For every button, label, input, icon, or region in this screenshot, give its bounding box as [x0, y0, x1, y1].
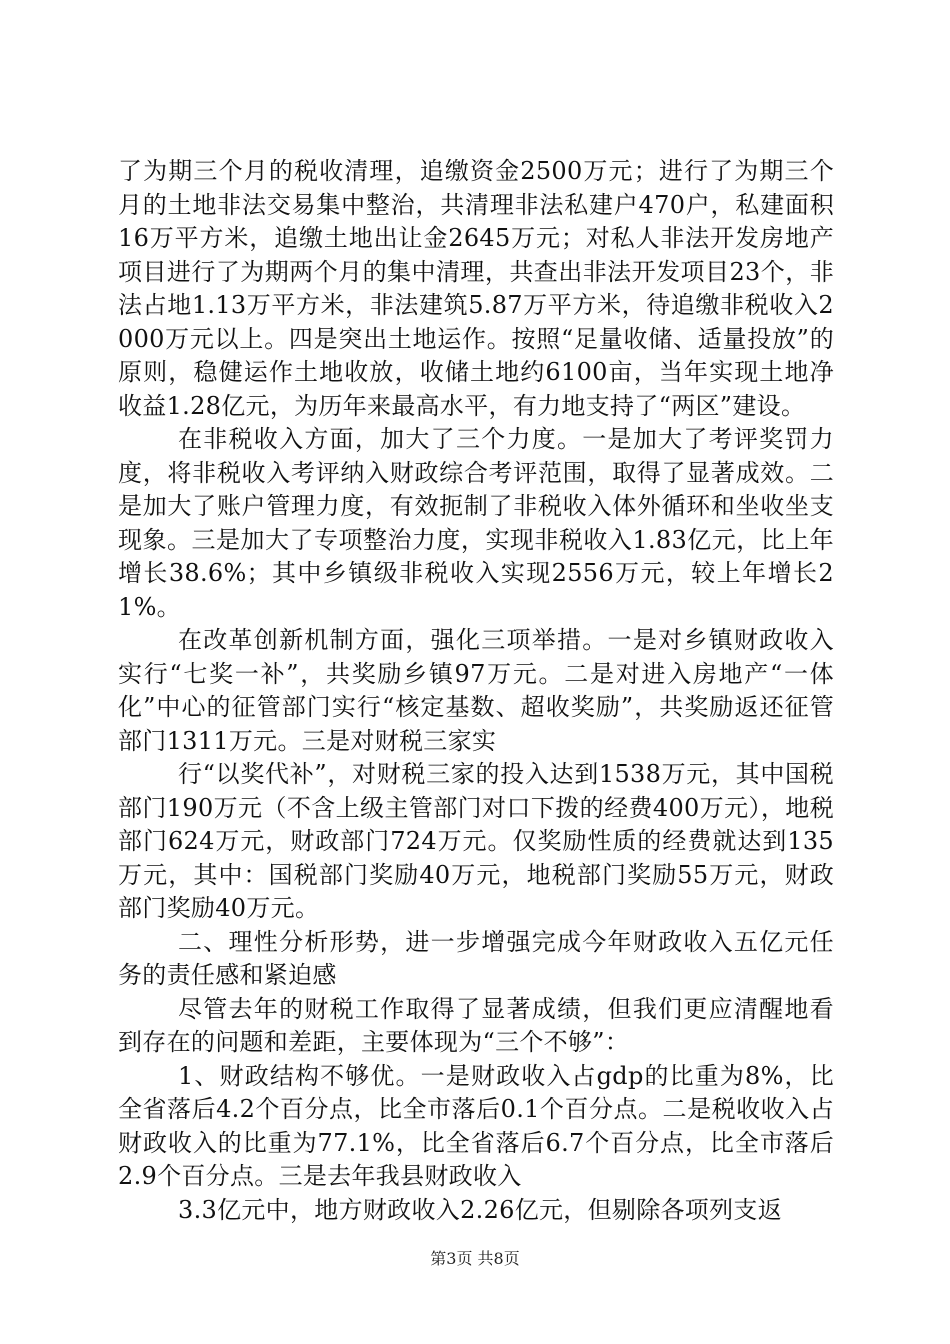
section-heading: 二、理性分析形势，进一步增强完成今年财政收入五亿元任务的责任感和紧迫感	[118, 927, 834, 989]
paragraph-6: 1、财政结构不够优。一是财政收入占gdp的比重为8%，比全省落后4.2个百分点，比全市落后0.1个百分点。二是税收收入占财政收入的比重为77.1%，比全省落后6.7个百分点，比全市落后2.9个百分点。三是去年我县财政收入	[118, 1061, 834, 1190]
paragraph-5: 尽管去年的财税工作取得了显著成绩，但我们更应清醒地看到存在的问题和差距，主要体现为“三个不够”：	[118, 994, 834, 1056]
paragraph-7: 3.3亿元中，地方财政收入2.26亿元，但剔除各项列支返	[178, 1195, 783, 1224]
paragraph-4: 行“以奖代补”，对财税三家的投入达到1538万元，其中国税部门190万元（不含上级主管部门对口下拨的经费400万元），地税部门624万元，财政部门724万元。仅奖励性质的经费就达到135万元，其中：国税部门奖励40万元，地税部门奖励55万元，财政部门奖励40万元。	[118, 760, 834, 922]
paragraph-1: 了为期三个月的税收清理，追缴资金2500万元；进行了为期三个月的土地非法交易集中整治，共清理非法私建户470户，私建面积16万平方米，追缴土地出让金2645万元；对私人非法开发房地产项目进行了为期两个月的集中清理，共查出非法开发项目23个，非法占地1.13万平方米，非法建筑5.87万平方米，待追缴非税收入2000万元以上。四是突出土地运作。按照“足量收储、适量投放”的原则，稳健运作土地收放，收储土地约6100亩，当年实现土地净收益1.28亿元，为历年来最高水平，有力地支持了“两区”建设。	[118, 157, 834, 420]
paragraph-2: 在非税收入方面，加大了三个力度。一是加大了考评奖罚力度，将非税收入考评纳入财政综合考评范围，取得了显著成效。二是加大了账户管理力度，有效扼制了非税收入体外循环和坐收坐支现象。三是加大了专项整治力度，实现非税收入1.83亿元，比上年增长38.6%；其中乡镇级非税收入实现2556万元，较上年增长21%。	[118, 425, 834, 621]
page-number-footer: 第3页 共8页	[430, 1249, 520, 1268]
paragraph-3: 在改革创新机制方面，强化三项举措。一是对乡镇财政收入实行“七奖一补”，共奖励乡镇97万元。二是对进入房地产“一体化”中心的征管部门实行“核定基数、超收奖励”，共奖励返还征管部门1311万元。三是对财税三家实	[118, 626, 834, 755]
document-body	[118, 155, 834, 1227]
